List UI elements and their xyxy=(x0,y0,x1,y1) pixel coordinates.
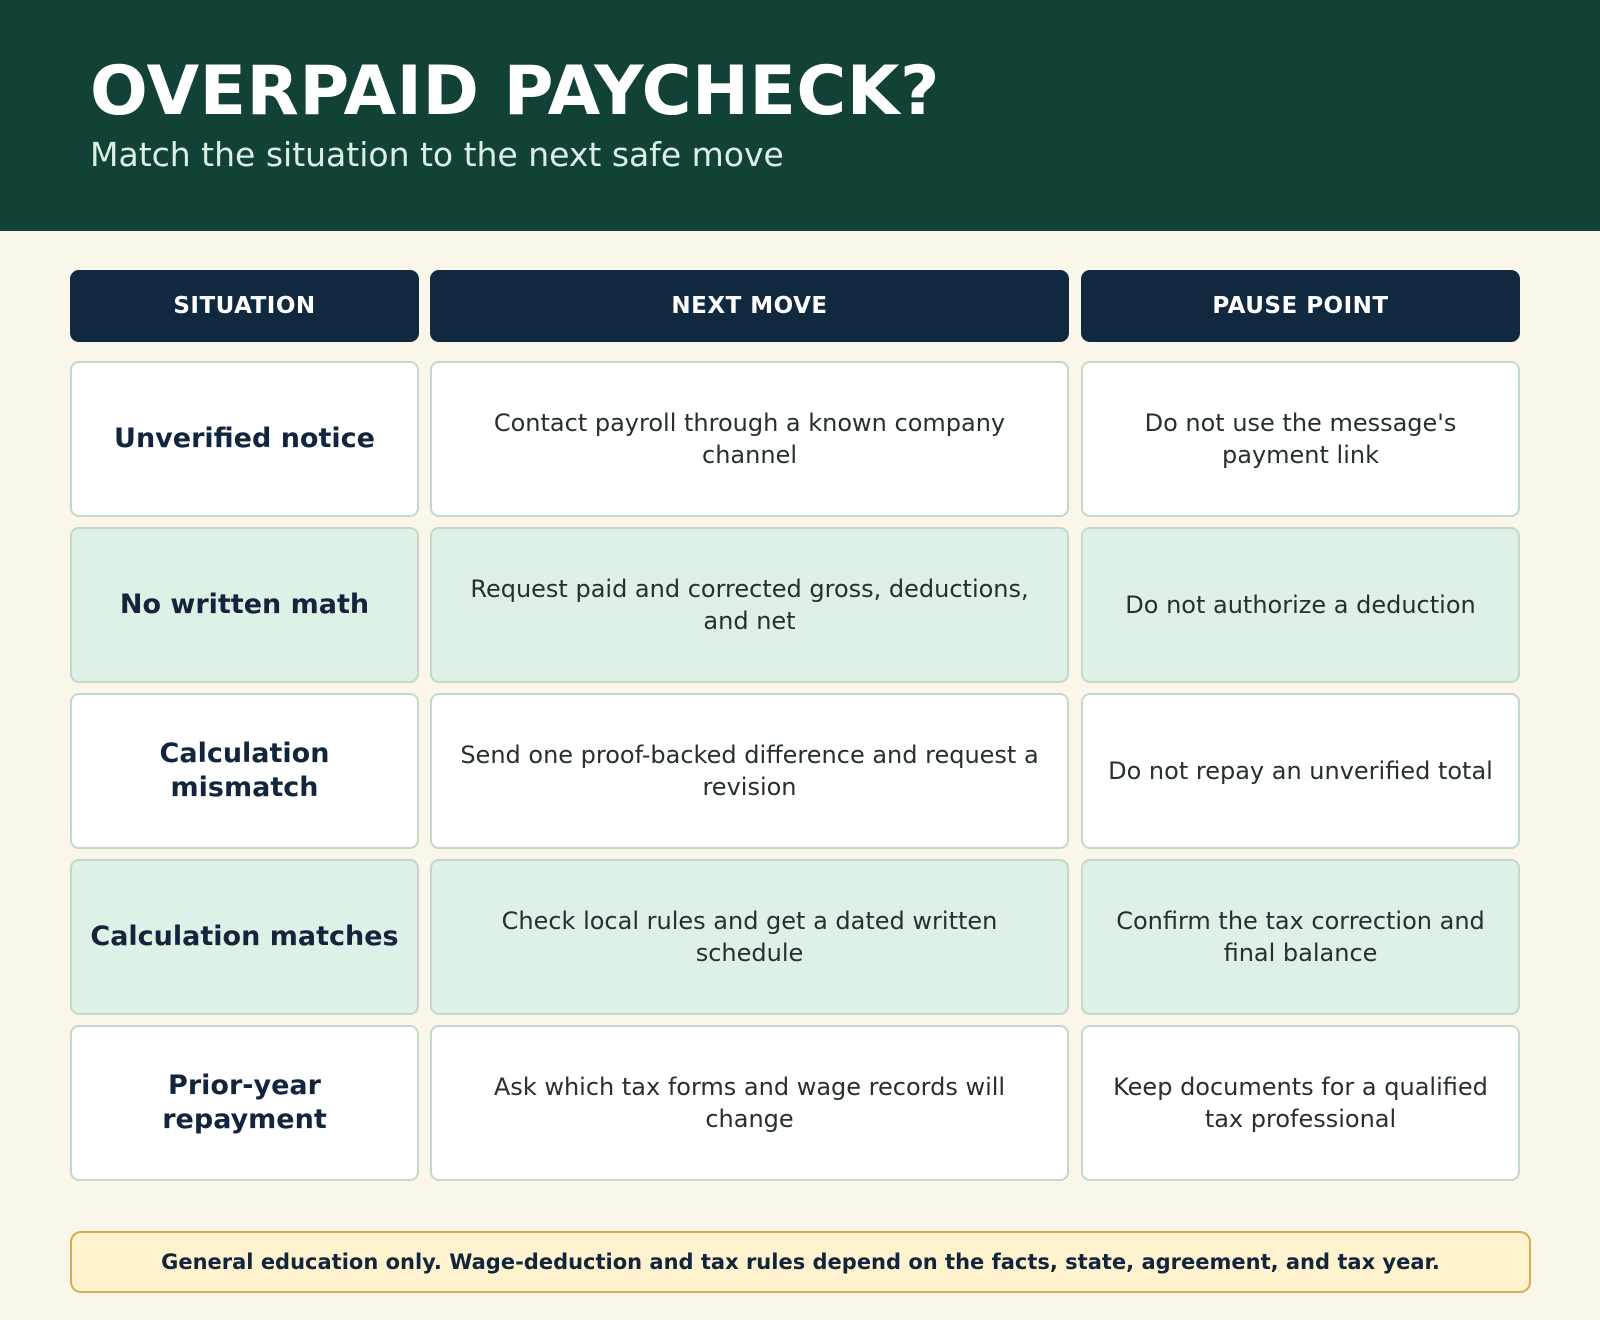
situation-cell: Prior-year repayment xyxy=(70,1025,419,1181)
column-header-situation: SITUATION xyxy=(70,270,419,342)
next-move-cell: Request paid and corrected gross, deductions, and net xyxy=(430,527,1069,683)
pause-point-cell: Keep documents for a qualified tax professional xyxy=(1081,1025,1520,1181)
situation-cell: Calculation mismatch xyxy=(70,693,419,849)
page-title: OVERPAID PAYCHECK? xyxy=(90,52,940,131)
pause-point-cell: Do not use the message's payment link xyxy=(1081,361,1520,517)
page-subtitle: Match the situation to the next safe move xyxy=(90,135,784,174)
situation-cell: No written math xyxy=(70,527,419,683)
column-header-pause-point: PAUSE POINT xyxy=(1081,270,1520,342)
column-header-next-move: NEXT MOVE xyxy=(430,270,1069,342)
pause-point-cell: Confirm the tax correction and final balance xyxy=(1081,859,1520,1015)
pause-point-cell: Do not repay an unverified total xyxy=(1081,693,1520,849)
next-move-cell: Check local rules and get a dated written schedule xyxy=(430,859,1069,1015)
header-banner xyxy=(0,0,1600,231)
next-move-cell: Contact payroll through a known company channel xyxy=(430,361,1069,517)
next-move-cell: Send one proof-backed difference and request a revision xyxy=(430,693,1069,849)
disclaimer-note: General education only. Wage-deduction and tax rules depend on the facts, state, agreement, and tax year. xyxy=(70,1231,1531,1293)
pause-point-cell: Do not authorize a deduction xyxy=(1081,527,1520,683)
situation-cell: Calculation matches xyxy=(70,859,419,1015)
next-move-cell: Ask which tax forms and wage records will change xyxy=(430,1025,1069,1181)
situation-cell: Unverified notice xyxy=(70,361,419,517)
